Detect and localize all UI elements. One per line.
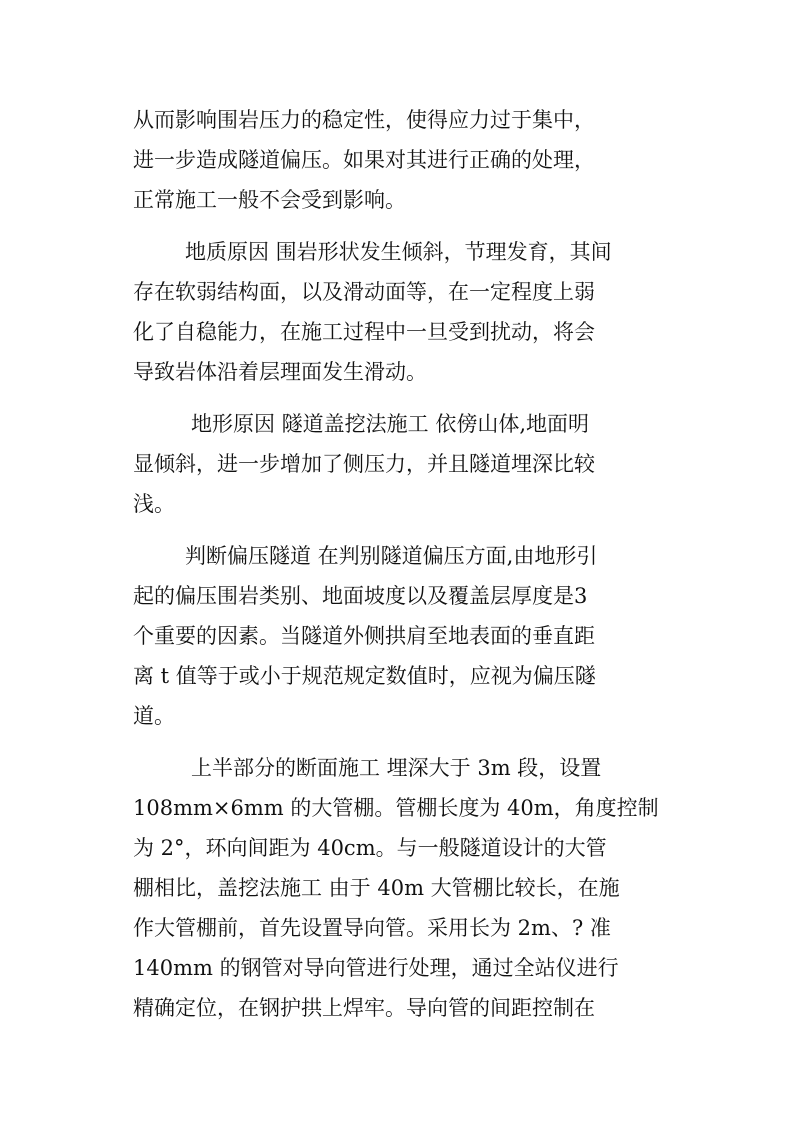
text-line: 上半部分的断面施工 埋深大于 3m 段，设置 xyxy=(191,756,602,780)
text-line: 地质原因 围岩形状发生倾斜，节理发育，其间 xyxy=(185,240,612,264)
text-line: 作大管棚前，首先设置导向管。采用长为 2m、? 准 xyxy=(133,916,611,940)
paragraph-upper-section xyxy=(133,748,673,1028)
text-line: 道。 xyxy=(133,704,175,728)
text-line: 个重要的因素。当隧道外侧拱肩至地表面的垂直距 xyxy=(133,624,595,648)
text-line: 离 t 值等于或小于规范规定数值时，应视为偏压隧 xyxy=(133,664,596,688)
paragraph-terrain xyxy=(133,404,673,524)
text-line: 存在软弱结构面，以及滑动面等，在一定程度上弱 xyxy=(133,280,595,304)
paragraph-geology xyxy=(133,232,673,392)
text-line: 进一步造成隧道偏压。如果对其进行正确的处理， xyxy=(133,148,595,172)
text-line: 108mm×6mm 的大管棚。管棚长度为 40m，角度控制 xyxy=(133,796,659,820)
text-line: 浅。 xyxy=(133,492,175,516)
text-line: 正常施工一般不会受到影响。 xyxy=(133,188,406,212)
text-line: 判断偏压隧道 在判别隧道偏压方面,由地形引 xyxy=(185,544,598,568)
paragraph-continuation xyxy=(133,100,673,220)
text-line: 精确定位，在钢护拱上焊牢。导向管的间距控制在 xyxy=(133,996,595,1020)
text-line: 140mm 的钢管对导向管进行处理，通过全站仪进行 xyxy=(133,956,619,980)
paragraph-judgement xyxy=(133,536,673,736)
text-line: 地形原因 隧道盖挖法施工 依傍山体,地面明 xyxy=(191,412,590,436)
text-line: 起的偏压围岩类别、地面坡度以及覆盖层厚度是3 xyxy=(133,584,588,608)
text-line: 为 2°，环向间距为 40cm。与一般隧道设计的大管 xyxy=(133,836,607,860)
text-line: 棚相比，盖挖法施工 由于 40m 大管棚比较长，在施 xyxy=(133,876,620,900)
text-line: 导致岩体沿着层理面发生滑动。 xyxy=(133,360,427,384)
body-text xyxy=(133,100,673,1028)
text-line: 从而影响围岩压力的稳定性，使得应力过于集中， xyxy=(133,108,595,132)
text-line: 化了自稳能力，在施工过程中一旦受到扰动，将会 xyxy=(133,320,595,344)
text-line: 显倾斜，进一步增加了侧压力，并且隧道埋深比较 xyxy=(133,452,595,476)
